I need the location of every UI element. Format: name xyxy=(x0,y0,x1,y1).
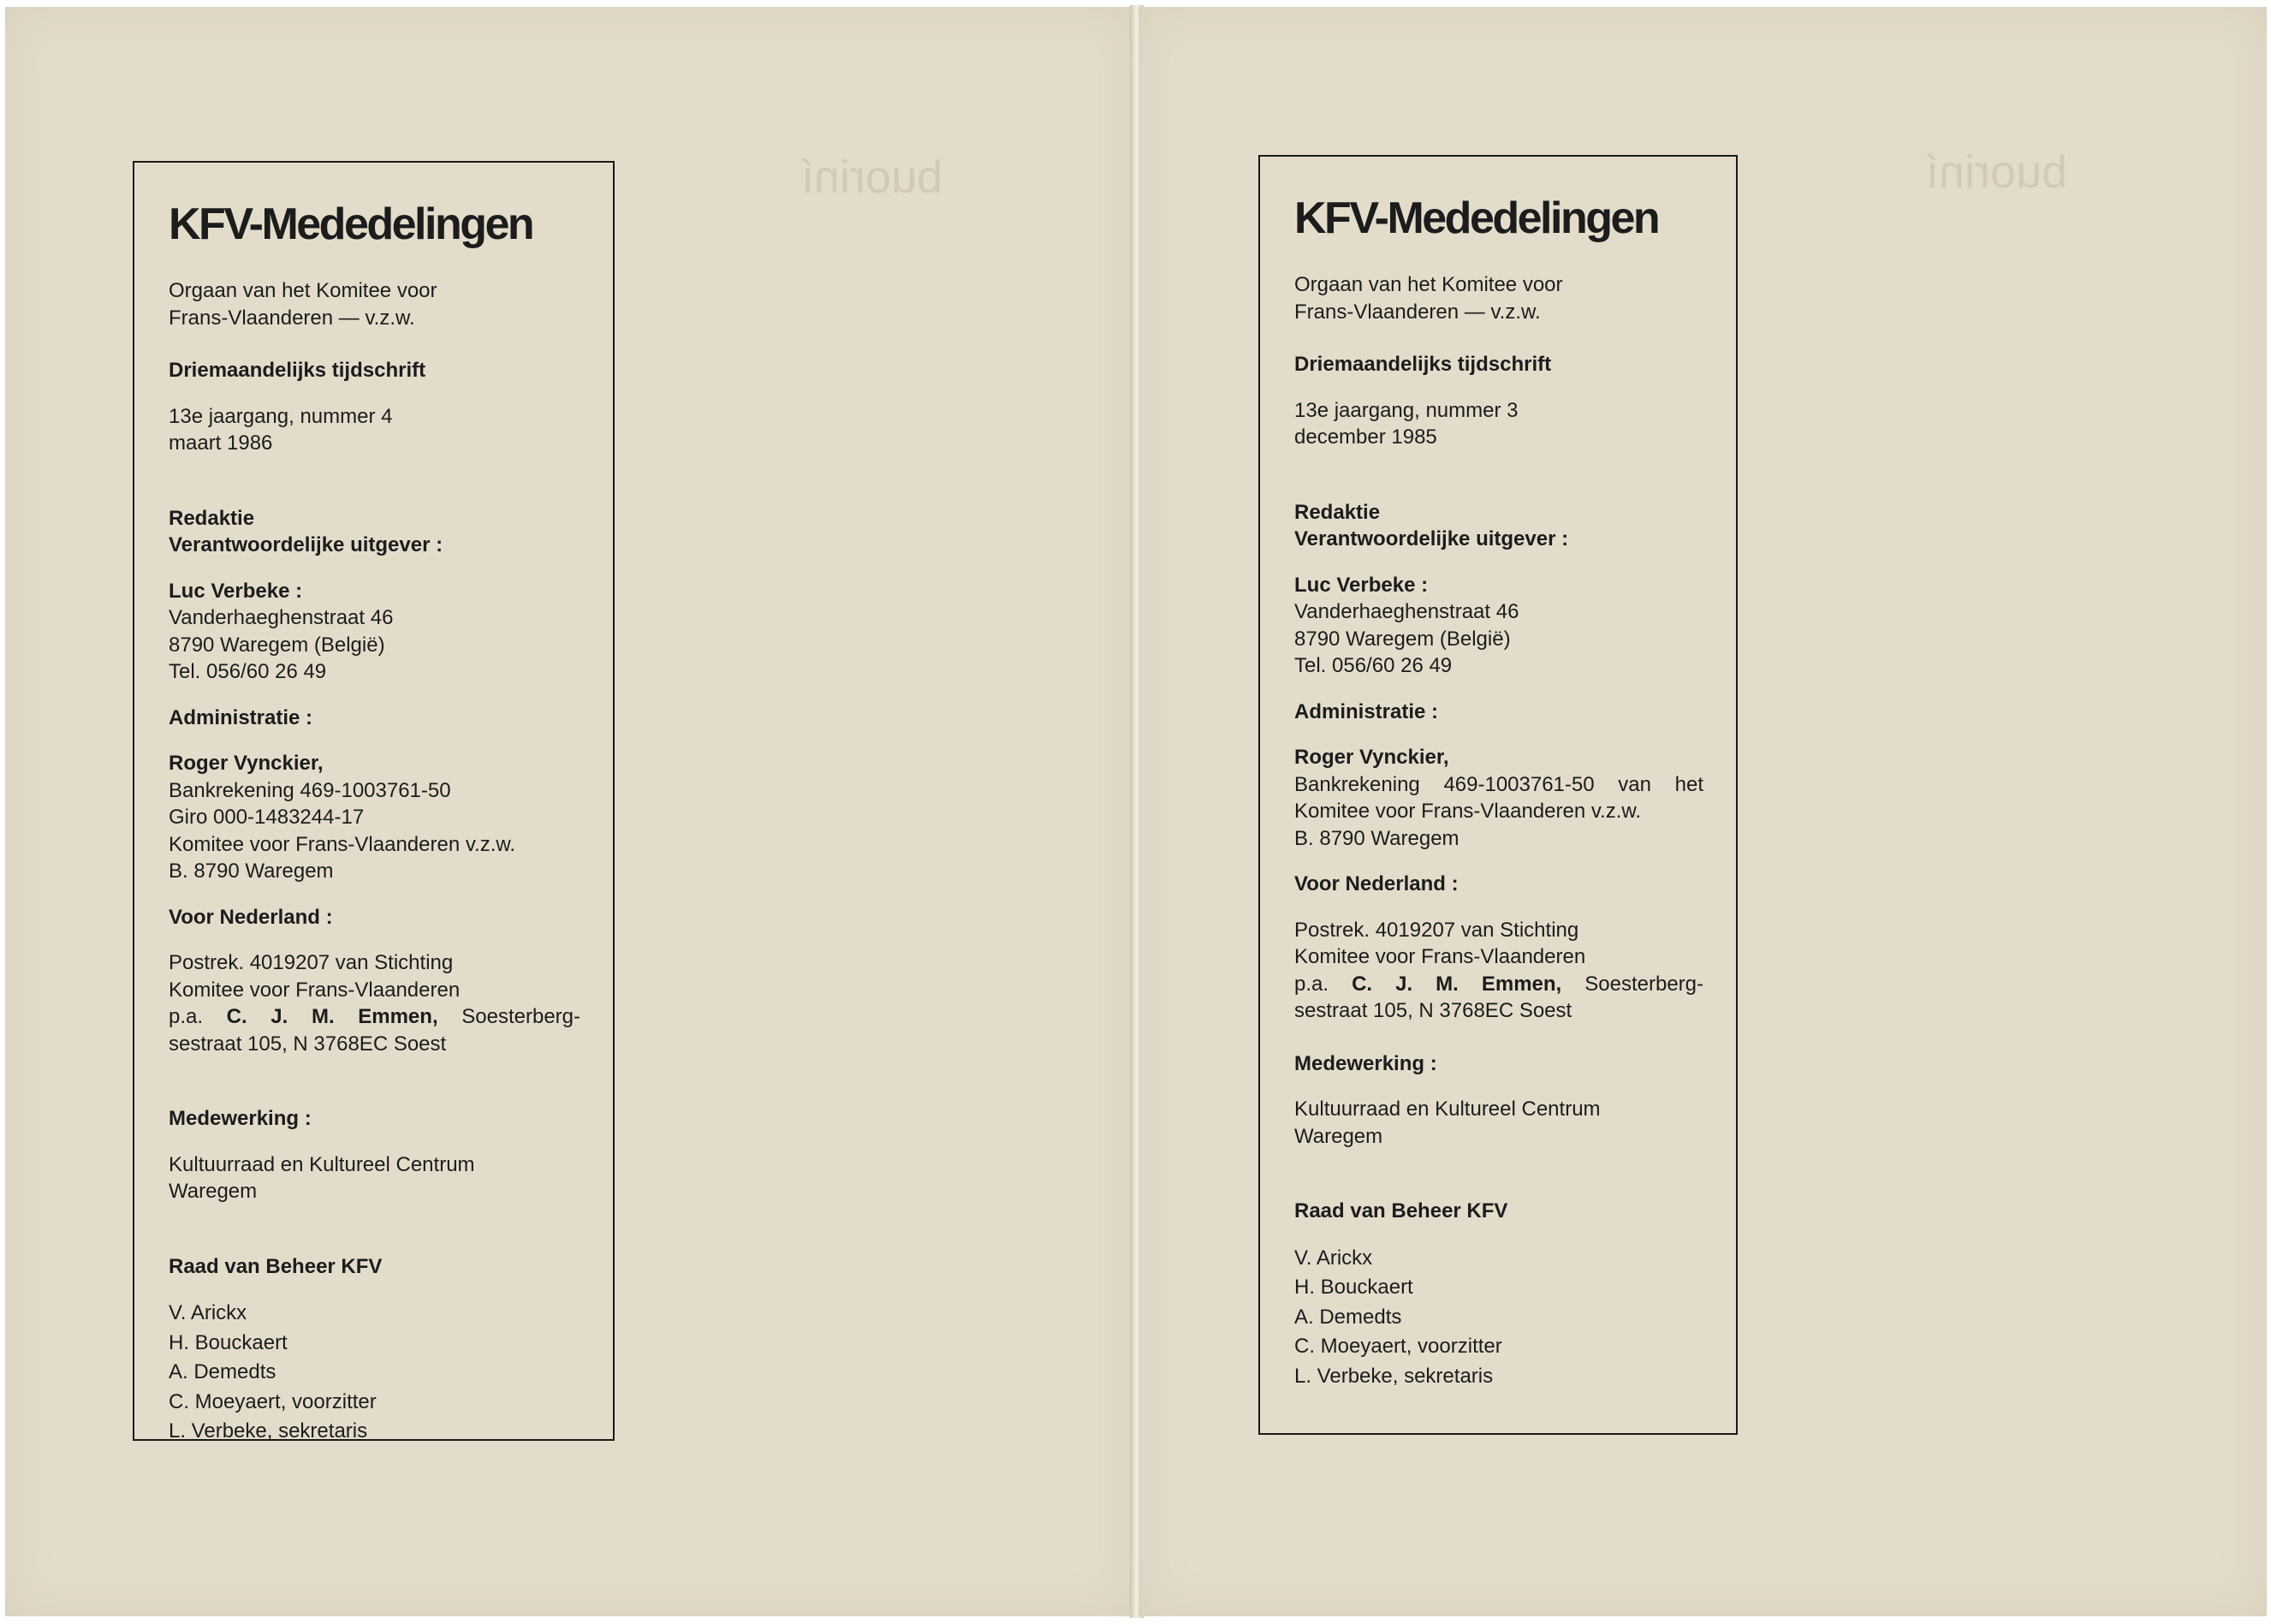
board-member: C. Moeyaert, voorzitter xyxy=(169,1389,377,1413)
redaktie-heading: Redaktie Verantwoordelijke uitgever : xyxy=(1294,500,1569,550)
board-heading: Raad van Beheer KFV xyxy=(169,1254,383,1278)
board-member: L. Verbeke, sekretaris xyxy=(1294,1364,1494,1388)
board-member: H. Bouckaert xyxy=(169,1330,288,1354)
issue-info: 13e jaargang, nummer 4 maart 1986 xyxy=(169,404,393,455)
admin-heading: Administratie : xyxy=(169,705,313,729)
board-heading: Raad van Beheer KFV xyxy=(1294,1199,1508,1222)
cooperation-heading: Medewerking : xyxy=(1294,1051,1437,1075)
admin-block: Roger Vynckier, Bankrekening 469-1003761-50 Giro 000-1483244-17 Komitee voor Frans-Vlaanderen v.z.w. B. 8790 Waregem xyxy=(169,752,516,883)
masthead-title: KFV-Mededelingen xyxy=(1294,193,1659,243)
publisher-block: Luc Verbeke : Vanderhaeghenstraat 46 8790 Waregem (België) Tel. 056/60 26 49 xyxy=(1294,573,1519,677)
cooperation-heading: Medewerking : xyxy=(169,1107,312,1130)
netherlands-block: Postrek. 4019207 van Stichting Komitee voor Frans-Vlaanderen p.a. C. J. M. Emmen, Soesterberg- sestraat 105, N 3768EC Soest xyxy=(1294,918,1704,1022)
publisher-block: Luc Verbeke : Vanderhaeghenstraat 46 8790 Waregem (België) Tel. 056/60 26 49 xyxy=(169,579,394,683)
cooperation-block: Kultuurraad en Kultureel Centrum Waregem xyxy=(169,1152,475,1203)
admin-heading: Administratie : xyxy=(1294,699,1439,723)
board-member: H. Bouckaert xyxy=(1294,1276,1413,1299)
organ-line: Orgaan van het Komitee voor Frans-Vlaanderen — v.z.w. xyxy=(1294,273,1563,324)
netherlands-heading: Voor Nederland : xyxy=(1294,872,1459,895)
netherlands-block: Postrek. 4019207 van Stichting Komitee voor Frans-Vlaanderen p.a. C. J. M. Emmen, Soesterberg- sestraat 105, N 3768EC Soest xyxy=(169,951,581,1056)
right-colophon-box xyxy=(1258,155,1738,1435)
netherlands-heading: Voor Nederland : xyxy=(169,905,333,929)
periodical-label: Driemaandelijks tijdschrift xyxy=(169,359,426,382)
board-member: C. Moeyaert, voorzitter xyxy=(1294,1335,1502,1358)
organ-line: Orgaan van het Komitee voor Frans-Vlaanderen — v.z.w. xyxy=(169,279,437,330)
masthead-title: KFV-Mededelingen xyxy=(169,199,533,249)
board-member: A. Demedts xyxy=(1294,1305,1402,1329)
left-colophon-box xyxy=(133,161,615,1441)
board-list xyxy=(169,1299,613,1447)
board-member: V. Arickx xyxy=(169,1301,247,1324)
admin-block: Roger Vynckier, Bankrekening 469-1003761-50 van het Komitee voor Frans-Vlaanderen v.z.w. B. 8790 Waregem xyxy=(1294,746,1703,850)
redaktie-heading: Redaktie Verantwoordelijke uitgever : xyxy=(169,506,443,556)
show-through-text: buoriní xyxy=(801,152,943,203)
issue-info: 13e jaargang, nummer 3 december 1985 xyxy=(1294,398,1519,449)
periodical-label: Driemaandelijks tijdschrift xyxy=(1294,353,1552,376)
board-list xyxy=(1294,1244,1736,1392)
board-member: A. Demedts xyxy=(169,1360,276,1383)
board-member: L. Verbeke, sekretaris xyxy=(169,1419,368,1443)
show-through-text: buoriní xyxy=(1926,146,2068,198)
cooperation-block: Kultuurraad en Kultureel Centrum Waregem xyxy=(1294,1098,1601,1148)
board-member: V. Arickx xyxy=(1294,1246,1373,1270)
